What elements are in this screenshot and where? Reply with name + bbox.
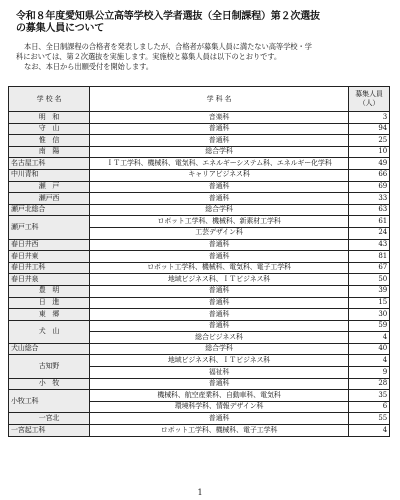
cell-department-name: 地域ビジネス科、ＩＴビジネス科 xyxy=(90,355,349,367)
table-row xyxy=(9,343,390,355)
cell-department-name: 福祉科 xyxy=(90,367,349,379)
cell-recruit-count: 67 xyxy=(349,262,390,274)
title-line-2: の募集人員について xyxy=(16,23,104,34)
cell-school-name: 春日井東 xyxy=(9,251,90,263)
cell-recruit-count: 63 xyxy=(349,204,390,216)
table-row xyxy=(9,390,390,402)
cell-school-name: 瀬戸北総合 xyxy=(9,204,90,216)
table-row xyxy=(9,169,390,181)
cell-department-name: 普通科 xyxy=(90,239,349,251)
cell-department-name: ロボット工学科、機械科、新素材工学科 xyxy=(90,216,349,228)
cell-recruit-count: 25 xyxy=(349,135,390,147)
table-row xyxy=(9,123,390,135)
cell-department-name: 総合ビジネス科 xyxy=(90,332,349,344)
cell-recruit-count: 55 xyxy=(349,413,390,425)
table-row xyxy=(9,297,390,309)
cell-recruit-count: 24 xyxy=(349,227,390,239)
cell-recruit-count: 33 xyxy=(349,193,390,205)
table-header-row xyxy=(9,87,390,112)
cell-recruit-count: 4 xyxy=(349,425,390,437)
table-row xyxy=(9,158,390,170)
intro-line-2: 科においては、第２次選抜を実施します。実施校と募集人員は以下のとおりです。 xyxy=(16,52,282,61)
table-row xyxy=(9,309,390,321)
table-row xyxy=(9,135,390,147)
cell-school-name: 東 郷 xyxy=(9,309,90,321)
intro-line-3: なお、本日から出願受付を開始します。 xyxy=(24,62,153,71)
cell-department-name: 普通科 xyxy=(90,378,349,390)
intro-line-1: 本日、全日制課程の合格者を発表しましたが、合格者が募集人員に満たない高等学校・学 xyxy=(24,42,312,51)
intro-text xyxy=(16,42,388,72)
title-line-1: 令和８年度愛知県公立高等学校入学者選抜（全日制課程）第２次選抜 xyxy=(16,11,320,22)
cell-department-name: 普通科 xyxy=(90,181,349,193)
cell-school-name: 小牧工科 xyxy=(9,390,90,413)
cell-school-name: 一宮北 xyxy=(9,413,90,425)
cell-department-name: 総合学科 xyxy=(90,146,349,158)
cell-department-name: 機械科、航空産業科、自動車科、電気科 xyxy=(90,390,349,402)
document-title xyxy=(16,11,388,35)
cell-department-name: 普通科 xyxy=(90,320,349,332)
table-body xyxy=(9,112,390,437)
cell-recruit-count: 43 xyxy=(349,239,390,251)
cell-department-name: 総合学科 xyxy=(90,343,349,355)
header-count-line-1: 募集人員 xyxy=(355,90,383,98)
header-school-name: 学 校 名 xyxy=(9,87,90,112)
cell-department-name: 普通科 xyxy=(90,123,349,135)
table-row xyxy=(9,355,390,367)
cell-department-name: 普通科 xyxy=(90,193,349,205)
table-row xyxy=(9,425,390,437)
cell-recruit-count: 40 xyxy=(349,343,390,355)
cell-department-name: ＩＴ工学科、機械科、電気科、エネルギーシステム科、エネルギー化学科 xyxy=(90,158,349,170)
table-row xyxy=(9,413,390,425)
cell-department-name: 普通科 xyxy=(90,251,349,263)
cell-school-name: 南 陽 xyxy=(9,146,90,158)
cell-school-name: 名古屋工科 xyxy=(9,158,90,170)
cell-recruit-count: 39 xyxy=(349,285,390,297)
cell-recruit-count: 6 xyxy=(349,401,390,413)
cell-department-name: 環境科学科、情報デザイン科 xyxy=(90,401,349,413)
cell-school-name: 犬 山 xyxy=(9,320,90,343)
table-row xyxy=(9,181,390,193)
table-row xyxy=(9,146,390,158)
cell-school-name: 春日井泉 xyxy=(9,274,90,286)
cell-school-name: 瀬戸工科 xyxy=(9,216,90,239)
cell-recruit-count: 59 xyxy=(349,320,390,332)
cell-department-name: 工芸デザイン科 xyxy=(90,227,349,239)
table-row xyxy=(9,112,390,124)
table-row xyxy=(9,204,390,216)
cell-school-name: 春日井西 xyxy=(9,239,90,251)
cell-recruit-count: 50 xyxy=(349,274,390,286)
cell-school-name: 瀬戸西 xyxy=(9,193,90,205)
cell-school-name: 小 牧 xyxy=(9,378,90,390)
cell-department-name: 普通科 xyxy=(90,285,349,297)
cell-school-name: 中川青和 xyxy=(9,169,90,181)
cell-recruit-count: 4 xyxy=(349,332,390,344)
cell-school-name: 犬山総合 xyxy=(9,343,90,355)
cell-recruit-count: 9 xyxy=(349,367,390,379)
cell-recruit-count: 4 xyxy=(349,355,390,367)
cell-school-name: 古知野 xyxy=(9,355,90,378)
cell-school-name: 瀬 戸 xyxy=(9,181,90,193)
cell-school-name: 惟 信 xyxy=(9,135,90,147)
header-recruit-count xyxy=(349,87,390,112)
recruitment-table xyxy=(8,86,390,437)
cell-recruit-count: 28 xyxy=(349,378,390,390)
table-row xyxy=(9,378,390,390)
cell-school-name: 一宮起工科 xyxy=(9,425,90,437)
cell-recruit-count: 61 xyxy=(349,216,390,228)
page-number: 1 xyxy=(197,488,203,497)
cell-department-name: キャリアビジネス科 xyxy=(90,169,349,181)
cell-school-name: 日 進 xyxy=(9,297,90,309)
cell-school-name: 明 和 xyxy=(9,112,90,124)
header-department-name: 学 科 名 xyxy=(90,87,349,112)
cell-recruit-count: 94 xyxy=(349,123,390,135)
table-row xyxy=(9,320,390,332)
cell-department-name: ロボット工学科、機械科、電気科、電子工学科 xyxy=(90,262,349,274)
table-row xyxy=(9,285,390,297)
cell-recruit-count: 15 xyxy=(349,297,390,309)
cell-department-name: 普通科 xyxy=(90,413,349,425)
cell-department-name: 普通科 xyxy=(90,135,349,147)
cell-department-name: ロボット工学科、機械科、電子工学科 xyxy=(90,425,349,437)
table-row xyxy=(9,239,390,251)
cell-school-name: 豊 明 xyxy=(9,285,90,297)
table-row xyxy=(9,216,390,228)
header-count-line-2: （人） xyxy=(358,99,380,107)
table-row xyxy=(9,274,390,286)
cell-recruit-count: 10 xyxy=(349,146,390,158)
table-row xyxy=(9,251,390,263)
cell-recruit-count: 3 xyxy=(349,112,390,124)
cell-department-name: 地域ビジネス科、ＩＴビジネス科 xyxy=(90,274,349,286)
cell-recruit-count: 81 xyxy=(349,251,390,263)
cell-recruit-count: 30 xyxy=(349,309,390,321)
cell-school-name: 春日井工科 xyxy=(9,262,90,274)
cell-recruit-count: 49 xyxy=(349,158,390,170)
cell-recruit-count: 69 xyxy=(349,181,390,193)
cell-department-name: 普通科 xyxy=(90,297,349,309)
table-row xyxy=(9,193,390,205)
cell-department-name: 音楽科 xyxy=(90,112,349,124)
cell-school-name: 守 山 xyxy=(9,123,90,135)
cell-department-name: 総合学科 xyxy=(90,204,349,216)
cell-department-name: 普通科 xyxy=(90,309,349,321)
table-row xyxy=(9,262,390,274)
cell-recruit-count: 66 xyxy=(349,169,390,181)
cell-recruit-count: 35 xyxy=(349,390,390,402)
